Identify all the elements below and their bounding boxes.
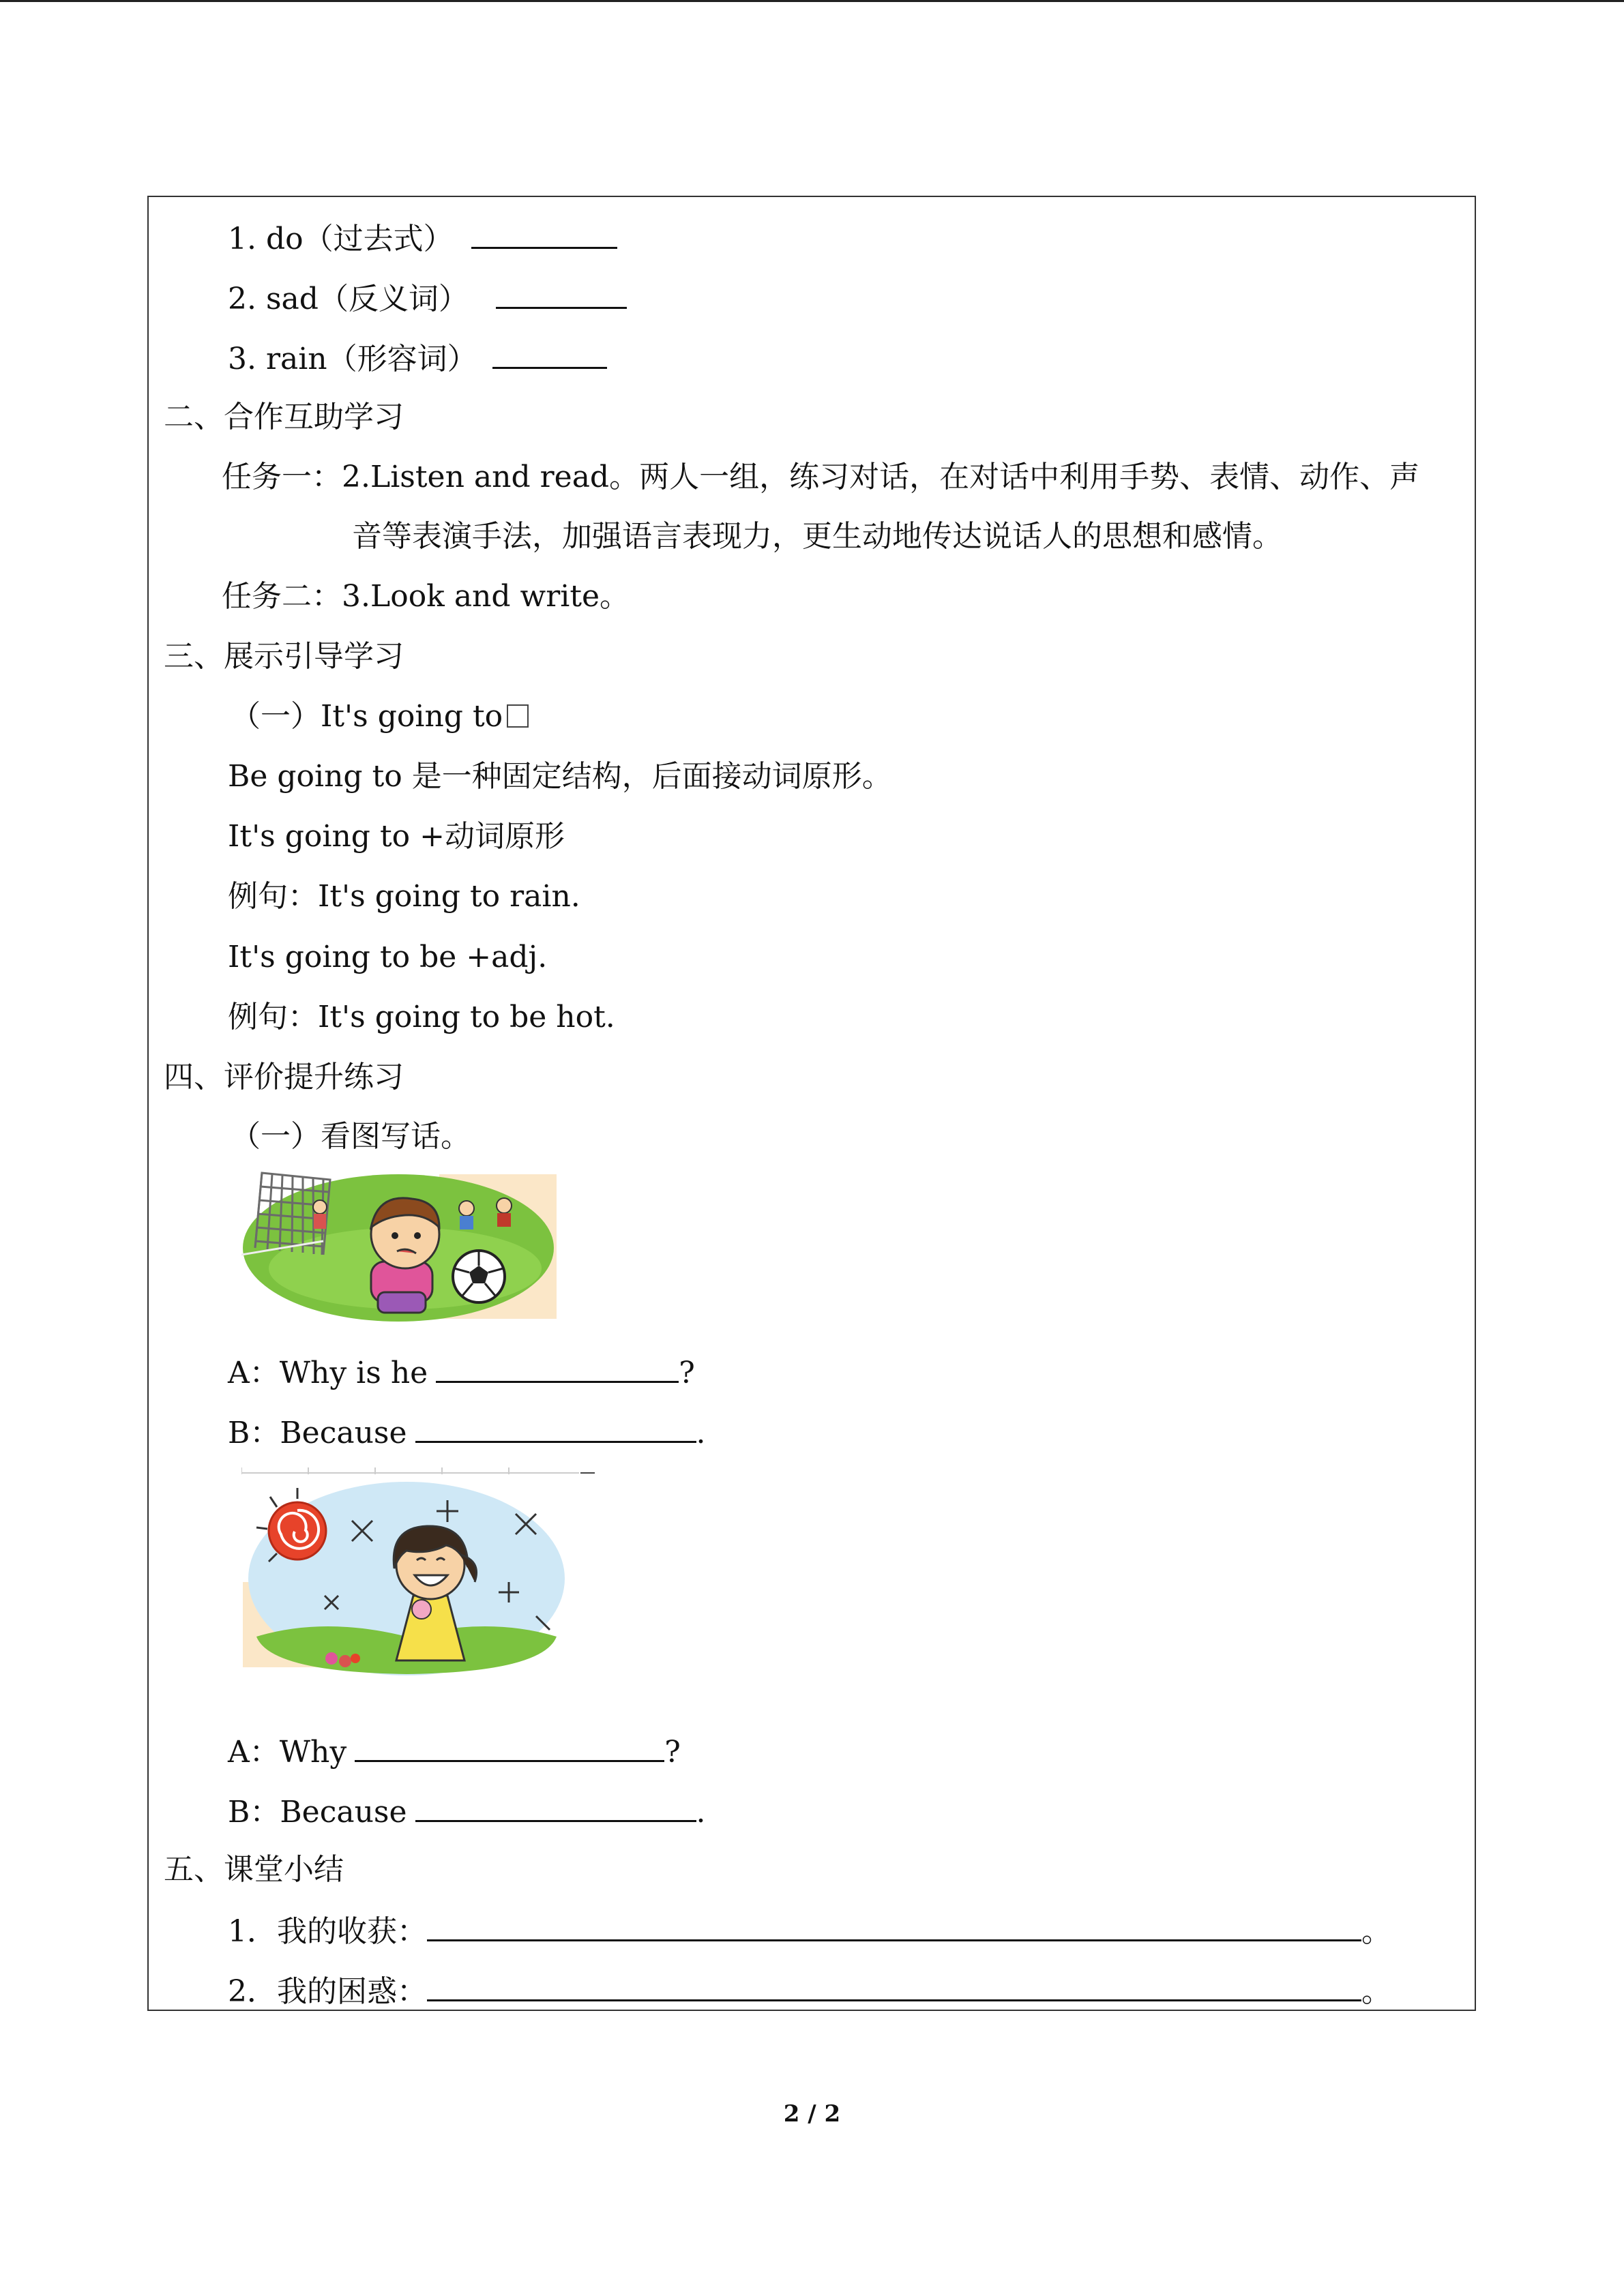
grammar-example-1: 例句：It's going to rain. (228, 879, 580, 914)
question-2b-mark: . (696, 1795, 706, 1830)
section-heading-summary: 五、课堂小结 (164, 1852, 344, 1887)
task1-label: 任务一： (222, 460, 342, 494)
boy-soccer-picture (241, 1159, 557, 1323)
answer-blank-3[interactable] (492, 337, 607, 369)
answer-blank-1[interactable] (471, 217, 617, 249)
question-1a-mark: ? (679, 1356, 695, 1390)
question-2b (228, 1790, 706, 1833)
player-small-2 (459, 1201, 474, 1216)
exercise-item-1 (228, 217, 617, 260)
summary-doubts (228, 1969, 1391, 2012)
grammar-subheading-text: （一）It's going to (231, 699, 503, 734)
answer-blank-q2b[interactable] (415, 1790, 696, 1822)
summary-doubts-mark: 。 (1361, 1974, 1391, 2009)
task1-text-1: 2.Listen and read。两人一组，练习对话，在对话中利用手势、表情、动作、声 (342, 460, 1420, 494)
section-heading-practice: 四、评价提升练习 (164, 1060, 404, 1094)
player-small-1 (313, 1200, 327, 1214)
question-2a-mark: ? (664, 1735, 681, 1770)
question-2a-text: A：Why (228, 1735, 347, 1770)
summary-gains-mark: 。 (1361, 1914, 1391, 1949)
exercise-item-3-text: 3. rain（形容词） (228, 342, 477, 376)
answer-blank-q2a[interactable] (355, 1730, 664, 1762)
grammar-line-1: Be going to 是一种固定结构，后面接动词原形。 (228, 759, 892, 794)
summary-gains-label: 1．我的收获： (228, 1914, 427, 1949)
task2-line: 任务二：3.Look and write。 (222, 579, 630, 614)
question-1b (228, 1411, 706, 1454)
top-rule (0, 0, 1624, 2)
boy-figure (371, 1198, 439, 1313)
faint-rule (241, 1465, 596, 1481)
page-number: 2 / 2 (783, 2100, 841, 2128)
picture-writing-subheading: （一）看图写话。 (231, 1119, 471, 1154)
summary-gains (228, 1909, 1391, 1952)
answer-blank-2[interactable] (496, 277, 627, 309)
section-heading-guided: 三、展示引导学习 (164, 639, 404, 674)
question-1a (228, 1351, 695, 1394)
question-1b-mark: . (696, 1416, 706, 1450)
exercise-item-2 (228, 277, 627, 320)
soccer-ball-icon (453, 1251, 505, 1302)
task1-line2: 音等表演手法，加强语言表现力，更生动地传达说话人的思想和感情。 (352, 519, 1282, 554)
grammar-line-2: It's going to +动词原形 (228, 819, 565, 854)
question-1a-text: A：Why is he (228, 1356, 428, 1390)
section-heading-cooperative: 二、合作互助学习 (164, 400, 404, 434)
question-2b-text: B：Because (228, 1795, 407, 1830)
placeholder-box-icon (507, 704, 529, 728)
answer-blank-doubts[interactable] (427, 1969, 1361, 2001)
grammar-line-3: It's going to be +adj. (228, 940, 548, 974)
grammar-subheading (231, 696, 529, 737)
exercise-item-3 (228, 337, 607, 380)
summary-doubts-label: 2．我的困惑： (228, 1974, 427, 2009)
question-2a (228, 1730, 681, 1773)
exercise-item-2-text: 2. sad（反义词） (228, 282, 469, 316)
answer-blank-q1b[interactable] (415, 1411, 696, 1443)
task1-line1 (222, 457, 1419, 498)
girl-sunny-picture (243, 1480, 570, 1678)
grammar-example-2: 例句：It's going to be hot. (228, 1000, 615, 1034)
exercise-item-1-text: 1. do（过去式） (228, 222, 454, 256)
question-1b-text: B：Because (228, 1416, 407, 1450)
answer-blank-q1a[interactable] (436, 1351, 679, 1383)
answer-blank-gains[interactable] (427, 1909, 1361, 1941)
player-small-3 (497, 1198, 512, 1213)
